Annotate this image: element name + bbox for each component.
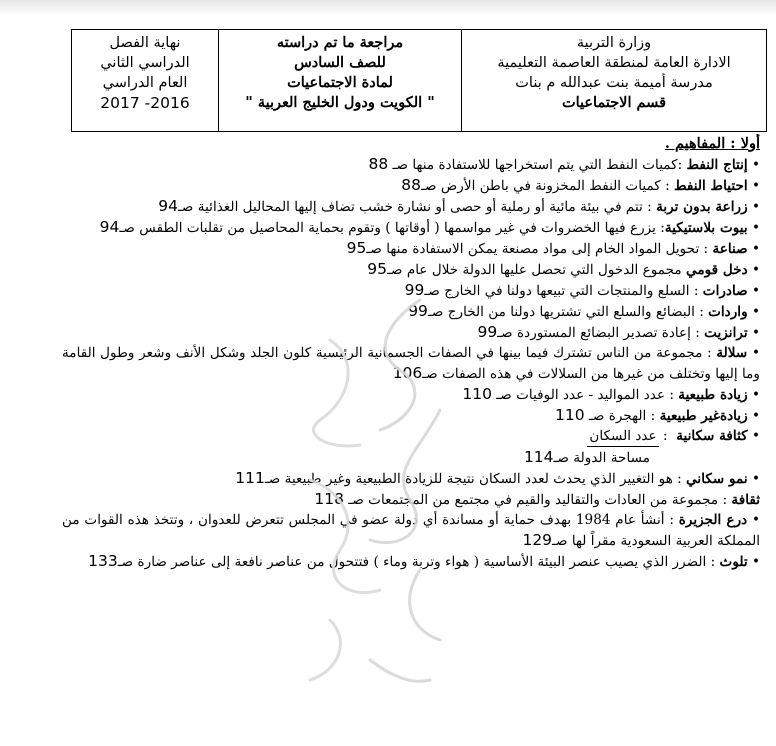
concept-item	[62, 322, 760, 343]
concept-term: درع الجزيرة	[678, 512, 748, 528]
concept-term: نمو سكاني	[686, 471, 748, 487]
page-ref: 133	[88, 552, 118, 570]
header-table	[71, 29, 767, 132]
page-ref: 106	[392, 364, 423, 382]
concept-definition: : أنشأ عام 1984 بهدف حماية أو مساندة أي دولة عضو في المجلس تتعرض للعدوان ، وتتخذ هذه القوات من المملكة العربية السعودية مقراً لها صـ	[62, 512, 760, 549]
page-ref: 114	[523, 448, 554, 466]
header-left-line: الدراسي الثاني	[100, 55, 190, 71]
concept-definition: : يزرع فيها الخضروات في غير مواسمها ( أوقاتها ) وتقوم بحماية المحاصيل من تقلبات الطقس صـ	[119, 220, 665, 236]
top-edge	[0, 0, 776, 16]
density-item: • كثافة سكانية : عدد السكان	[62, 426, 760, 447]
concept-term: واردات	[708, 304, 748, 320]
page-ref: 99	[408, 302, 428, 320]
header-middle-line: للصف السادس	[294, 54, 386, 71]
concept-term: سلالة	[716, 345, 748, 361]
concept-item	[62, 196, 760, 217]
concept-term: دخل قومي	[686, 262, 748, 278]
concept-item	[62, 343, 760, 384]
concept-term: بيوت بلاستيكية	[664, 220, 748, 236]
concept-definition: : إعادة تصدير البضائع المستوردة صـ	[497, 325, 705, 341]
concept-definition: : هو التغيير الذي يحدث لعدد السكان نتيجة للزيادة الطبيعية وغير طبيعية صـ	[264, 471, 687, 487]
page-ref: 88	[401, 176, 422, 194]
concept-item	[62, 175, 760, 196]
concept-definition: : مجموعة من الناس تشترك فيما بينها في الصفات الجسمانية الرئيسية كلون الجلد وشكل الأنف وشعر وطول القامة وما إليها وتختلف من غيرها من السلالات في هذه الصفات صـ	[62, 345, 760, 382]
concept-term: زراعة بدون تربة	[656, 199, 748, 215]
page-ref: 129	[522, 531, 553, 549]
page-ref: 110	[554, 406, 585, 424]
header-right-cell	[462, 30, 767, 132]
density-numerator: عدد السكان	[587, 426, 658, 447]
concept-item	[62, 154, 760, 175]
concept-item	[62, 551, 760, 572]
concept-term: إنتاج النفط	[686, 157, 748, 173]
header-middle-line: " الكويت ودول الخليج العربية "	[245, 94, 435, 111]
header-right-line: وزارة التربية	[576, 35, 652, 51]
page-ref: 111	[235, 469, 265, 487]
header-right-line: مدرسة أميمة بنت عبدالله م بنات	[515, 75, 713, 91]
concept-term: صناعة	[712, 241, 748, 257]
concept-item	[62, 217, 760, 238]
concept-definition: : مجموعة من العادات والتقاليد والقيم في مجتمع من المجتمعات صـ	[344, 492, 732, 508]
school-year: 2017 -2016	[100, 94, 190, 112]
concept-item	[62, 468, 760, 489]
page-ref: 88	[368, 155, 389, 173]
concept-definition: :كميات النفط التي يتم استخراجها للاستفادة منها صـ	[388, 157, 687, 173]
concept-term: تلوث	[719, 554, 748, 570]
concept-term: احتياط النفط	[674, 178, 748, 194]
concept-item	[62, 238, 760, 259]
concept-definition: مجموع الدخول التي تحصل عليها الدولة خلال عام صـ	[386, 262, 687, 278]
concepts-content	[62, 134, 760, 746]
concept-item	[62, 384, 760, 405]
concept-definition: : الضرر الذي يصيب عنصر البيئة الأساسية ( هواء وتربة وماء ) فتتحول من عناصر نافعة إلى عناصر ضارة صـ	[117, 554, 720, 570]
concept-definition: : كميات النفط المخزونة في باطن الأرض صـ	[421, 178, 675, 194]
concept-item	[62, 510, 760, 551]
header-left-line: نهاية الفصل	[109, 35, 181, 51]
page-ref: 94	[99, 218, 120, 236]
concept-definition: : تتم في بيئة مائية أو رملية أو حصى أو نشارة خشب تضاف إليها المحاليل الغذائية صـ	[177, 199, 657, 215]
concept-definition: : تحويل المواد الخام إلى مواد مصنعة يمكن الاستفادة منها صـ	[366, 241, 713, 257]
page-ref: 95	[367, 260, 387, 278]
page-ref: 99	[404, 281, 425, 299]
concept-item	[62, 301, 760, 322]
concept-definition: : الهجرة صـ	[584, 408, 660, 424]
page-ref: 110	[462, 385, 492, 403]
page-ref: 99	[477, 323, 498, 341]
concept-item	[62, 405, 760, 426]
header-left-cell	[72, 30, 219, 132]
concept-term: ثقافة	[731, 492, 760, 508]
concept-item	[62, 259, 760, 280]
header-right-line: الادارة العامة لمنطقة العاصمة التعليمية	[497, 55, 731, 71]
concept-term: زيادةغير طبيعية	[659, 408, 748, 424]
page-ref: 118	[314, 490, 345, 508]
page-ref: 95	[346, 239, 367, 257]
header-left-line: العام الدراسي	[102, 75, 188, 91]
header-middle-cell	[219, 30, 462, 132]
concept-item	[62, 489, 760, 510]
concept-definition: : السلع والمنتجات التي تبيعها دولنا في الخارج صـ	[424, 283, 703, 299]
page-ref: 94	[158, 197, 178, 215]
section-title: أولا : المفاهيم .	[664, 135, 760, 152]
concept-definition: : عدد المواليد - عدد الوفيات صـ	[491, 387, 679, 403]
density-denominator: مساحة الدولة صـ	[553, 450, 650, 466]
concept-term: ترانزيت	[704, 325, 748, 341]
header-middle-line: مراجعة ما تم دراسته	[276, 34, 404, 51]
concept-term: كثافة سكانية	[676, 428, 748, 444]
header-middle-line: لمادة الاجتماعيات	[287, 74, 393, 91]
department-name: قسم الاجتماعيات	[561, 94, 667, 111]
concept-item	[62, 280, 760, 301]
concept-term: زيادة طبيعية	[678, 387, 748, 403]
density-denominator-line	[62, 447, 760, 468]
concept-term: صادرات	[702, 283, 748, 299]
concept-definition: : البضائع والسلع التي تشتريها دولنا من الخارج صـ	[427, 304, 709, 320]
